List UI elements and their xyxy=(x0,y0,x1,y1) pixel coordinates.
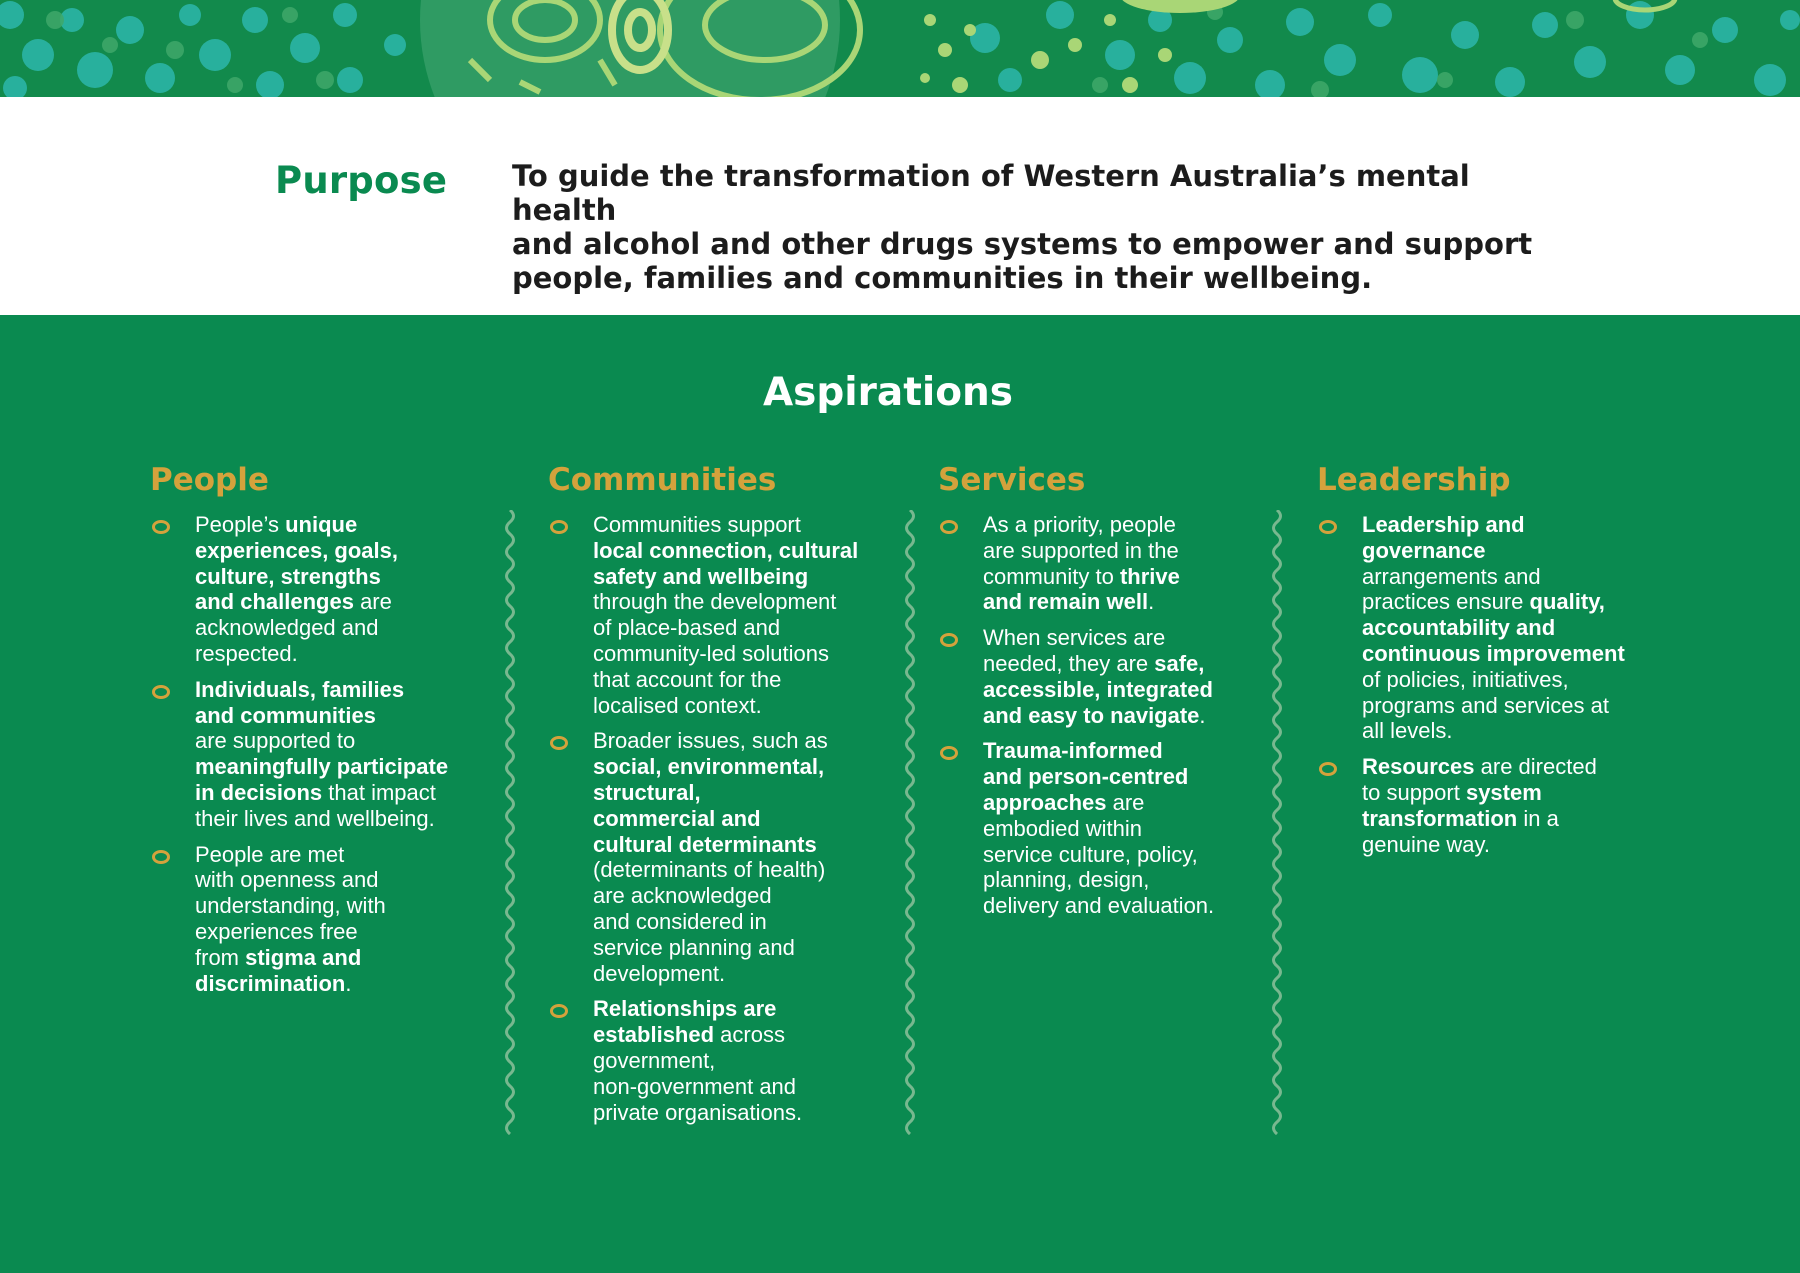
aspiration-text-line: and easy to navigate. xyxy=(983,702,1206,728)
dot-pattern-artwork xyxy=(0,0,1800,97)
aspiration-text-line: through the development xyxy=(593,589,837,615)
aspiration-text xyxy=(1362,512,1657,744)
aspiration-text-line: established across xyxy=(593,1022,785,1048)
aspirations-heading: Aspirations xyxy=(762,370,1013,415)
column-heading: Leadership xyxy=(1317,462,1511,498)
aspiration-text-line: Relationships are xyxy=(593,996,777,1022)
aspiration-text xyxy=(195,842,480,997)
aspiration-text-line: and considered in xyxy=(593,908,767,934)
aspiration-text-line: safety and wellbeing xyxy=(593,563,809,589)
circle-bullet-icon xyxy=(550,736,568,750)
aspiration-text-line: People’s unique xyxy=(195,512,358,537)
aspiration-text-line: service planning and xyxy=(593,934,795,960)
purpose-section xyxy=(0,97,1800,315)
aspiration-text-line: development. xyxy=(593,960,726,986)
aspiration-text-line: and communities xyxy=(195,702,376,728)
aspiration-text-line: understanding, with xyxy=(195,893,386,919)
circle-bullet-icon xyxy=(940,746,958,760)
aspiration-text-line: practices ensure quality, xyxy=(1362,589,1605,615)
decorative-banner xyxy=(0,0,1800,97)
purpose-line: and alcohol and other drugs systems to empower and support xyxy=(512,227,1533,261)
aspiration-text-line: When services are xyxy=(983,625,1166,651)
wavy-divider xyxy=(1265,510,1289,1135)
aspiration-item xyxy=(938,625,1268,728)
aspiration-text-line: government, xyxy=(593,1047,716,1073)
aspiration-column-leadership xyxy=(1317,462,1657,867)
aspiration-item xyxy=(1317,512,1657,744)
aspiration-text-line: meaningfully participate xyxy=(195,754,449,780)
aspiration-list xyxy=(548,512,888,1125)
aspiration-text-line: non-government and xyxy=(593,1073,797,1099)
aspiration-list xyxy=(150,512,480,996)
aspiration-text-line: respected. xyxy=(195,640,298,666)
aspiration-text xyxy=(1362,754,1657,857)
aspiration-text-line: As a priority, people xyxy=(983,512,1176,537)
aspiration-text-line: accountability and xyxy=(1362,615,1556,641)
purpose-line: people, families and communities in their wellbeing. xyxy=(512,261,1373,295)
aspiration-text-line: arrangements and xyxy=(1362,563,1541,589)
aspiration-text-line: discrimination. xyxy=(195,970,352,996)
aspiration-text-line: transformation in a xyxy=(1362,805,1559,831)
aspiration-item xyxy=(150,842,480,997)
aspiration-text-line: social, environmental, xyxy=(593,754,825,780)
aspiration-text-line: Trauma-informed xyxy=(983,738,1163,764)
column-heading: Services xyxy=(938,462,1086,498)
aspiration-item xyxy=(938,512,1268,615)
circle-bullet-icon xyxy=(1319,520,1337,534)
aspiration-text-line: structural, xyxy=(593,779,701,805)
aspiration-text-line: embodied within xyxy=(983,815,1142,841)
aspiration-text-line: localised context. xyxy=(593,692,762,718)
aspiration-list xyxy=(938,512,1268,919)
aspiration-text xyxy=(195,512,480,667)
aspiration-text-line: their lives and wellbeing. xyxy=(195,805,435,831)
aspiration-text-line: that account for the xyxy=(593,666,782,692)
aspiration-text-line: and challenges are xyxy=(195,589,392,615)
aspiration-item xyxy=(548,512,888,718)
aspiration-text-line: of place-based and xyxy=(593,615,781,641)
circle-bullet-icon xyxy=(940,520,958,534)
aspiration-text-line: Resources are directed xyxy=(1362,754,1597,780)
aspiration-text-line: Communities support xyxy=(593,512,801,537)
aspiration-text-line: Broader issues, such as xyxy=(593,728,828,754)
aspiration-text-line: Leadership and xyxy=(1362,512,1525,537)
aspiration-text-line: needed, they are safe, xyxy=(983,650,1205,676)
aspiration-text-line: all levels. xyxy=(1362,718,1453,744)
aspiration-text-line: experiences, goals, xyxy=(195,537,398,563)
aspiration-text-line: experiences free xyxy=(195,918,358,944)
aspiration-text xyxy=(983,738,1268,919)
purpose-statement xyxy=(512,159,1572,295)
circle-bullet-icon xyxy=(550,520,568,534)
circle-bullet-icon xyxy=(940,633,958,647)
wavy-divider xyxy=(898,510,922,1135)
aspiration-item xyxy=(150,512,480,667)
circle-bullet-icon xyxy=(152,850,170,864)
aspiration-text xyxy=(593,996,888,1125)
column-heading: Communities xyxy=(548,462,777,498)
aspiration-text-line: and remain well. xyxy=(983,589,1155,615)
aspiration-text-line: People are met xyxy=(195,841,345,867)
circle-bullet-icon xyxy=(550,1004,568,1018)
aspiration-text-line: governance xyxy=(1362,537,1486,563)
aspiration-text-line: acknowledged and xyxy=(195,615,379,641)
aspiration-text-line: community to thrive xyxy=(983,563,1180,589)
aspiration-text-line: programs and services at xyxy=(1362,692,1609,718)
column-heading: People xyxy=(150,462,269,498)
aspiration-text xyxy=(195,677,480,832)
aspiration-item xyxy=(548,996,888,1125)
aspiration-text-line: culture, strengths xyxy=(195,563,381,589)
aspiration-column-services xyxy=(938,462,1268,929)
aspiration-text-line: Individuals, families xyxy=(195,676,405,702)
aspiration-column-people xyxy=(150,462,480,1006)
aspiration-text-line: genuine way. xyxy=(1362,831,1491,857)
circle-bullet-icon xyxy=(152,685,170,699)
circle-bullet-icon xyxy=(152,520,170,534)
aspiration-text xyxy=(983,512,1268,615)
aspiration-text xyxy=(593,728,888,986)
purpose-heading: Purpose xyxy=(275,159,448,202)
aspiration-text-line: community-led solutions xyxy=(593,640,829,666)
aspiration-text-line: in decisions that impact xyxy=(195,779,436,805)
aspiration-text-line: approaches are xyxy=(983,789,1145,815)
aspiration-text-line: (determinants of health) xyxy=(593,857,826,883)
purpose-line: To guide the transformation of Western Australia’s mental health xyxy=(512,159,1470,227)
aspiration-list xyxy=(1317,512,1657,857)
aspiration-text-line: with openness and xyxy=(195,867,379,893)
aspiration-text-line: are supported in the xyxy=(983,537,1179,563)
aspiration-text-line: of policies, initiatives, xyxy=(1362,666,1569,692)
aspiration-text-line: continuous improvement xyxy=(1362,640,1625,666)
aspiration-text-line: and person-centred xyxy=(983,764,1189,790)
circle-bullet-icon xyxy=(1319,762,1337,776)
aspiration-text-line: commercial and xyxy=(593,805,761,831)
aspiration-text-line: accessible, integrated xyxy=(983,676,1213,702)
aspiration-text xyxy=(983,625,1268,728)
aspiration-text-line: are acknowledged xyxy=(593,883,772,909)
aspiration-column-communities xyxy=(548,462,888,1135)
aspiration-text-line: delivery and evaluation. xyxy=(983,893,1215,919)
aspiration-text-line: to support system xyxy=(1362,779,1542,805)
aspiration-text-line: private organisations. xyxy=(593,1099,803,1125)
aspiration-text xyxy=(593,512,888,718)
aspiration-item xyxy=(938,738,1268,919)
aspiration-text-line: local connection, cultural xyxy=(593,537,859,563)
aspiration-item xyxy=(150,677,480,832)
aspiration-text-line: service culture, policy, xyxy=(983,841,1198,867)
aspiration-text-line: cultural determinants xyxy=(593,831,817,857)
aspiration-text-line: are supported to xyxy=(195,728,356,754)
wavy-divider xyxy=(498,510,522,1135)
aspiration-item xyxy=(548,728,888,986)
aspiration-item xyxy=(1317,754,1657,857)
aspiration-text-line: from stigma and xyxy=(195,944,362,970)
aspiration-text-line: planning, design, xyxy=(983,867,1150,893)
